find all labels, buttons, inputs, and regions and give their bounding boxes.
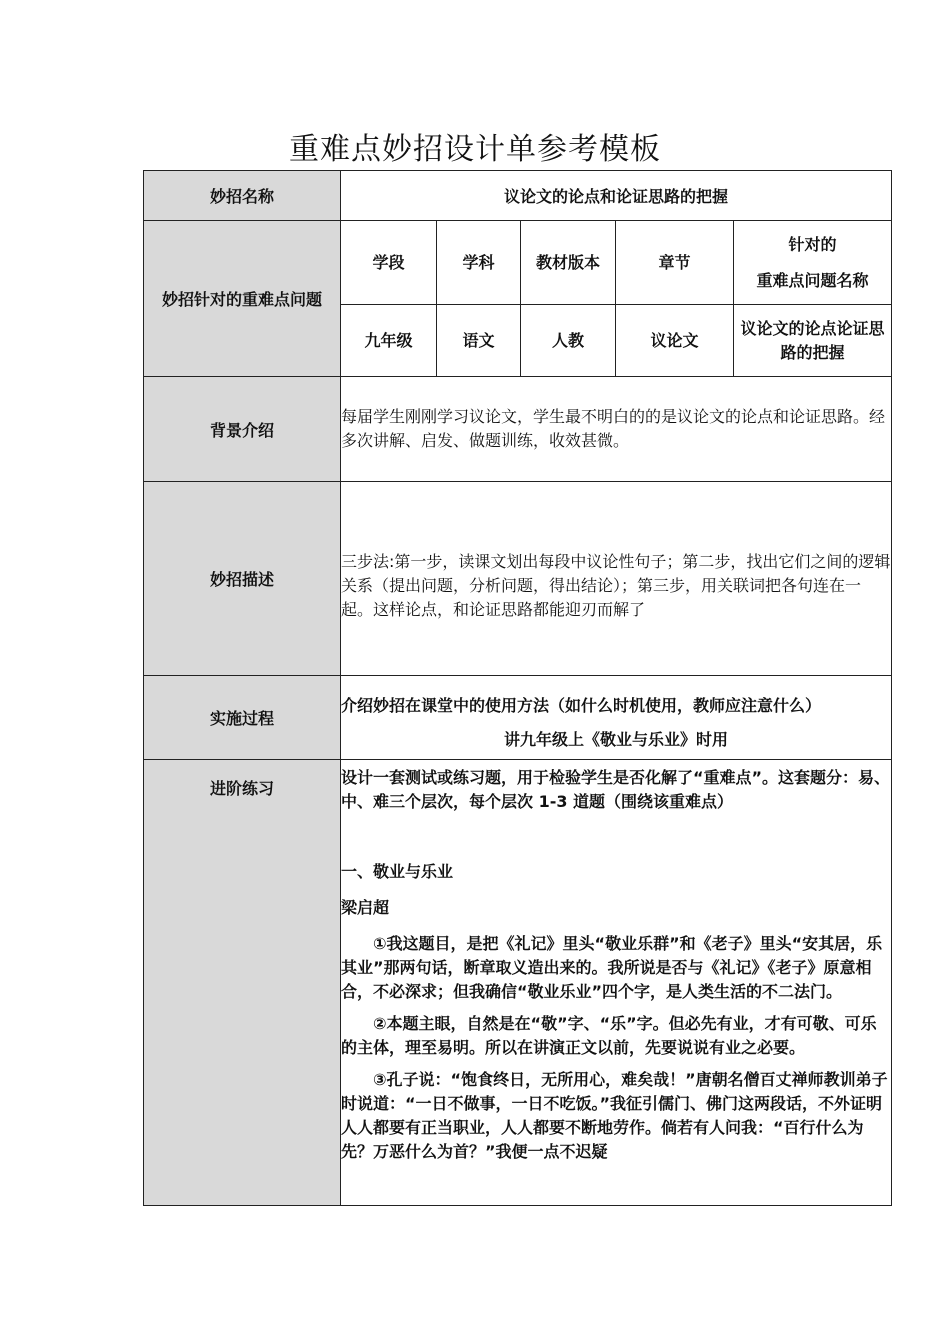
practice-paragraph-2: ②本题主眼，自然是在“敬”字、“乐”字。但必先有业，才有可敬、可乐的主体，理至易明。所以在讲演正文以前，先要说说有业之必要。 (341, 1013, 877, 1057)
practice-cell (341, 760, 892, 1206)
label-practice: 进阶练习 (144, 760, 341, 1206)
row-background (144, 377, 892, 482)
row-practice (144, 760, 892, 1206)
label-problem: 妙招针对的重难点问题 (144, 221, 341, 377)
value-stage: 九年级 (341, 305, 437, 377)
header-problem-name-line1: 针对的 (788, 234, 837, 254)
page-title: 重难点妙招设计单参考模板 (289, 132, 661, 167)
header-edition: 教材版本 (521, 221, 616, 305)
problem-header-row (341, 221, 892, 305)
process-line1: 介绍妙招在课堂中的使用方法（如什么时机使用，教师应注意什么） (341, 695, 822, 715)
value-subject: 语文 (437, 305, 521, 377)
header-subject: 学科 (437, 221, 521, 305)
row-name (144, 171, 892, 221)
practice-heading: 一、敬业与乐业 (341, 861, 454, 881)
header-problem-name (734, 221, 892, 305)
row-process (144, 676, 892, 760)
practice-paragraph-3: ③孔子说：“饱食终日，无所用心，难矣哉！”唐朝名僧百丈禅师教训弟子时说道：“一日不做事，一日不吃饭。”我征引儒门、佛门这两段话，不外证明人人都要有正当职业，人人都要不断地劳作。倘若有人问我：“百行什么为先？万恶什么为首？”我便一点不迟疑 (341, 1069, 888, 1161)
label-name: 妙招名称 (144, 171, 341, 221)
problem-value-row (341, 305, 892, 377)
process-line2: 讲九年级上《敬业与乐业》时用 (503, 729, 728, 749)
text-background: 每届学生刚刚学习议论文，学生最不明白的的是议论文的论点和论证思路。经多次讲解、启发、做题训练，收效甚微。 (341, 377, 892, 482)
value-chapter: 议论文 (616, 305, 734, 377)
text-description: 三步法:第一步，读课文划出每段中议论性句子；第二步，找出它们之间的逻辑关系（提出问题，分析问题，得出结论）；第三步，用关联词把各句连在一起。这样论点，和论证思路都能迎刃而解了 (341, 482, 892, 676)
value-name: 议论文的论点和论证思路的把握 (341, 171, 892, 221)
problem-grid-cell (341, 221, 892, 377)
practice-author: 梁启超 (341, 897, 390, 917)
header-problem-name-line2: 重难点问题名称 (756, 270, 869, 290)
practice-paragraph-1: ①我这题目，是把《礼记》里头“敬业乐群”和《老子》里头“安其居，乐其业”那两句话，断章取义造出来的。我所说是否与《礼记》《老子》原意相合，不必深求；但我确信“敬业乐业”四个字，是人类生活的不二法门。 (341, 933, 883, 1001)
header-stage: 学段 (341, 221, 437, 305)
row-description (144, 482, 892, 676)
value-edition: 人教 (521, 305, 616, 377)
header-chapter: 章节 (616, 221, 734, 305)
row-problem (144, 221, 892, 377)
value-problem-name: 议论文的论点论证思路的把握 (734, 305, 892, 377)
design-form-table (143, 170, 892, 1206)
practice-intro: 设计一套测试或练习题，用于检验学生是否化解了“重难点”。这套题分：易、中、难三个层次，每个层次 1-3 道题（围绕该重难点） (341, 767, 891, 811)
label-process: 实施过程 (144, 676, 341, 760)
practice-content (341, 766, 891, 1204)
process-cell (341, 676, 892, 760)
label-description: 妙招描述 (144, 482, 341, 676)
label-background: 背景介绍 (144, 377, 341, 482)
problem-grid (340, 220, 892, 377)
